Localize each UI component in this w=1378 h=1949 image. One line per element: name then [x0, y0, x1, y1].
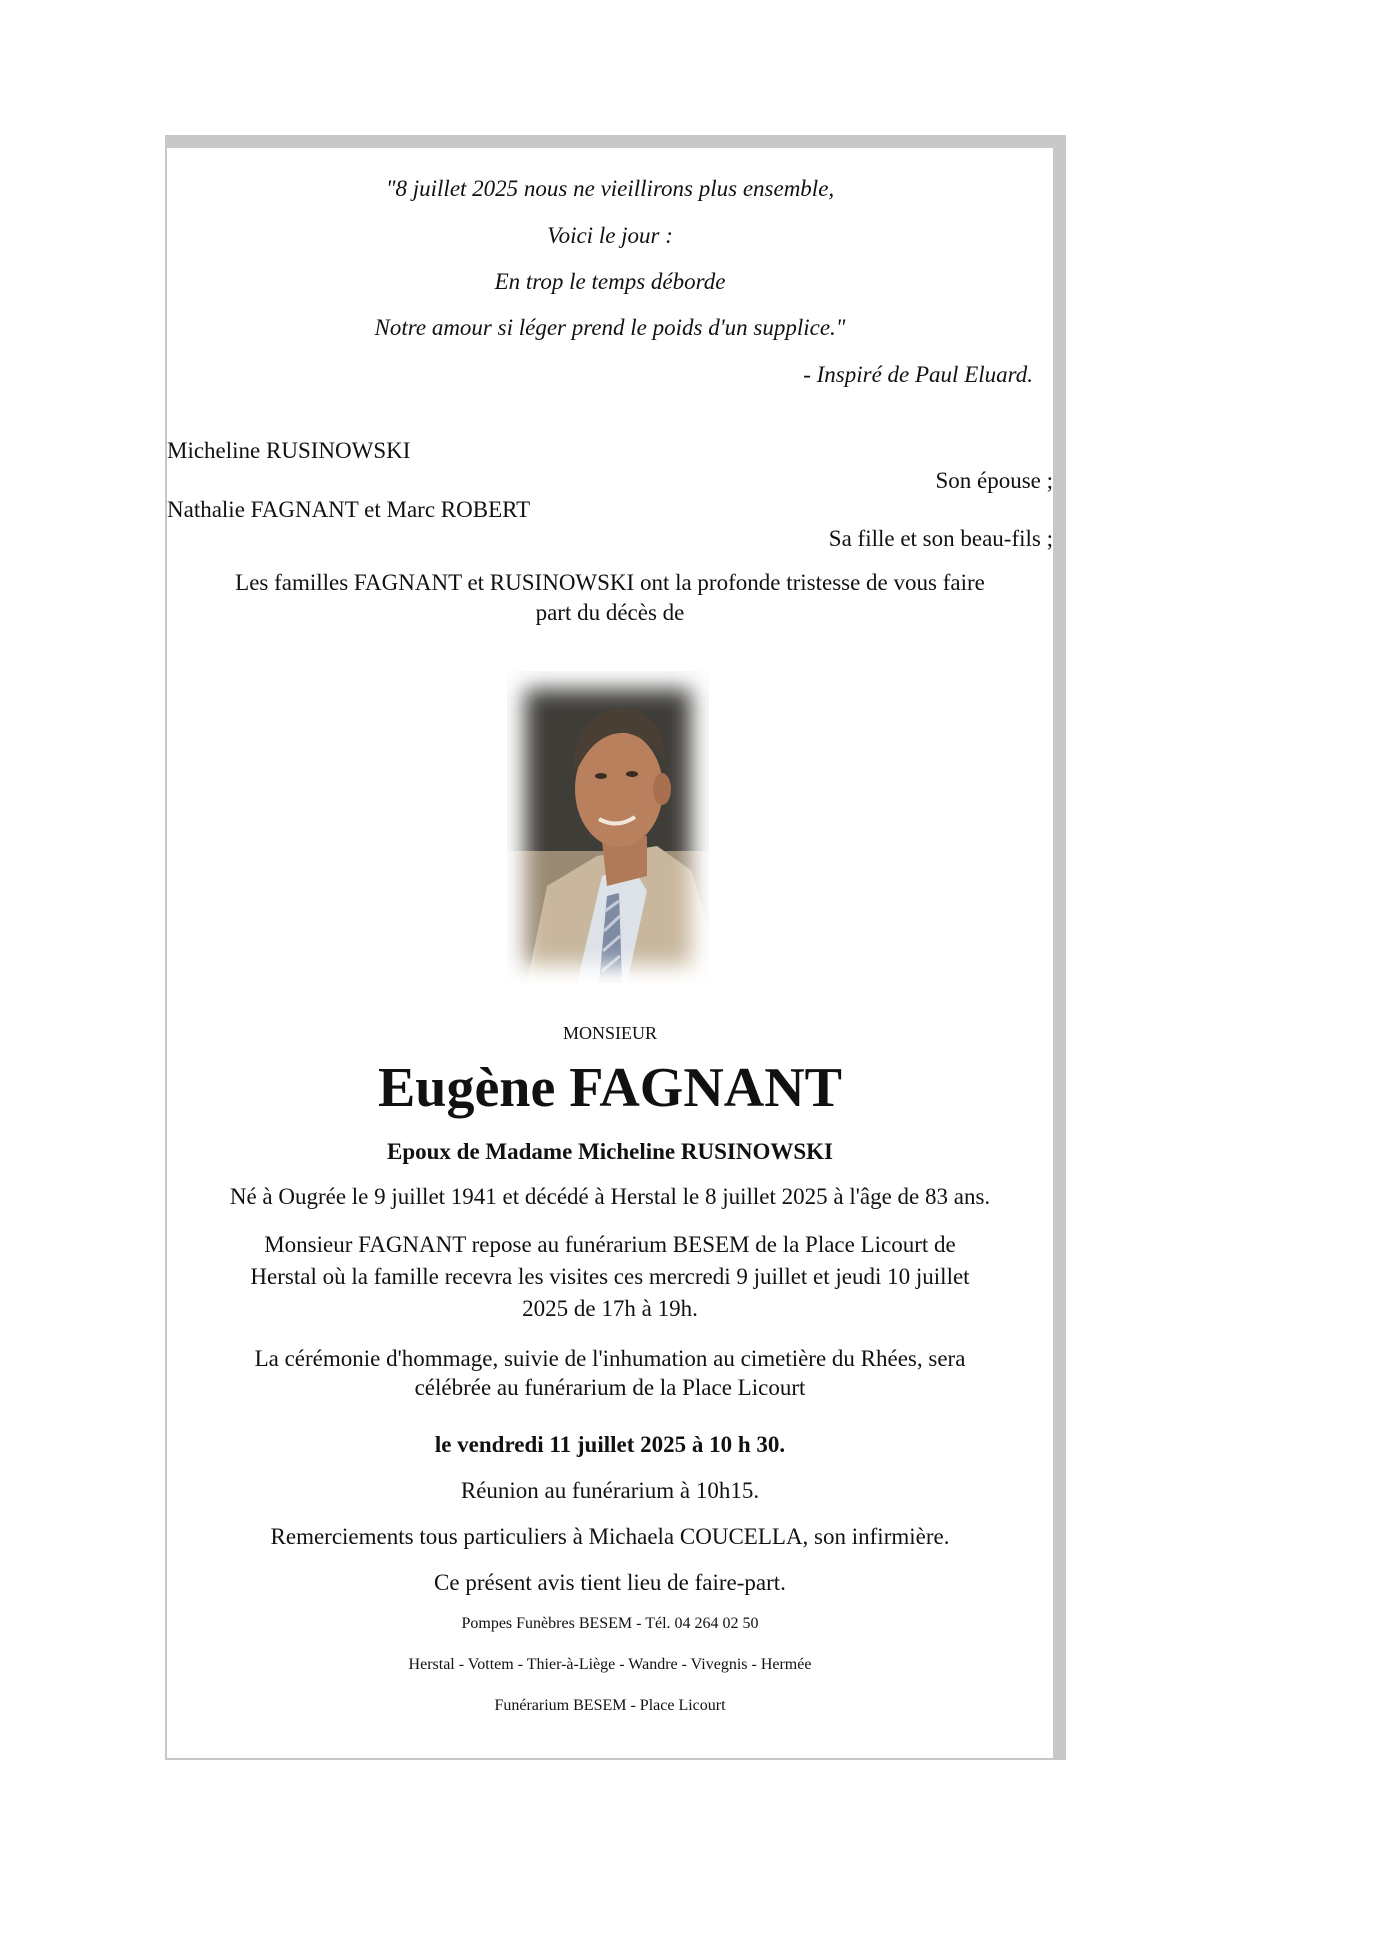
family-member-role: Sa fille et son beau-fils ;	[828, 526, 1053, 551]
deceased-title: MONSIEUR	[562, 1023, 657, 1043]
poem-attribution: - Inspiré de Paul Eluard.	[803, 362, 1033, 387]
family-member-name: Nathalie FAGNANT et Marc ROBERT	[167, 497, 531, 522]
visitation-line-1: Monsieur FAGNANT repose au funérarium BESEM de la Place Licourt de	[264, 1232, 956, 1257]
family-member-name: Micheline RUSINOWSKI	[167, 438, 411, 463]
deceased-name: Eugène FAGNANT	[377, 1057, 843, 1119]
family-member-role: Son épouse ;	[935, 468, 1053, 493]
poem-line-2: Voici le jour :	[547, 223, 673, 248]
announcement-line-2: part du décès de	[535, 600, 685, 625]
visitation-line-3: 2025 de 17h à 19h.	[522, 1296, 698, 1321]
ceremony-line-2: célébrée au funérarium de la Place Licourt	[414, 1375, 806, 1400]
poem-line-3: En trop le temps déborde	[494, 269, 726, 294]
spouse-line: Epoux de Madame Micheline RUSINOWSKI	[387, 1139, 833, 1164]
poem-line-4: Notre amour si léger prend le poids d'un supplice."	[374, 315, 846, 340]
meeting-time: Réunion au funérarium à 10h15.	[460, 1478, 760, 1503]
obituary-card	[165, 135, 1066, 1760]
deceased-portrait	[507, 671, 709, 983]
footer-funerarium: Funérarium BESEM - Place Licourt	[494, 1697, 726, 1714]
announcement-line-1: Les familles FAGNANT et RUSINOWSKI ont la profonde tristesse de vous faire	[235, 570, 985, 595]
thanks-line: Remerciements tous particuliers à Michaela COUCELLA, son infirmière.	[270, 1524, 950, 1549]
visitation-line-2: Herstal où la famille recevra les visites ces mercredi 9 juillet et jeudi 10 juillet	[250, 1264, 970, 1289]
notice-line: Ce présent avis tient lieu de faire-part.	[434, 1570, 786, 1595]
ceremony-line-1: La cérémonie d'hommage, suivie de l'inhumation au cimetière du Rhées, sera	[254, 1346, 966, 1371]
footer-company: Pompes Funèbres BESEM - Tél. 04 264 02 50	[461, 1615, 759, 1632]
footer-locations: Herstal - Vottem - Thier-à-Liège - Wandre - Vivegnis - Hermée	[408, 1656, 812, 1673]
poem-line-1: "8 juillet 2025 nous ne vieillirons plus ensemble,	[385, 176, 835, 201]
birth-death-line: Né à Ougrée le 9 juillet 1941 et décédé à Herstal le 8 juillet 2025 à l'âge de 83 ans.	[229, 1184, 991, 1209]
ceremony-date: le vendredi 11 juillet 2025 à 10 h 30.	[434, 1432, 786, 1457]
